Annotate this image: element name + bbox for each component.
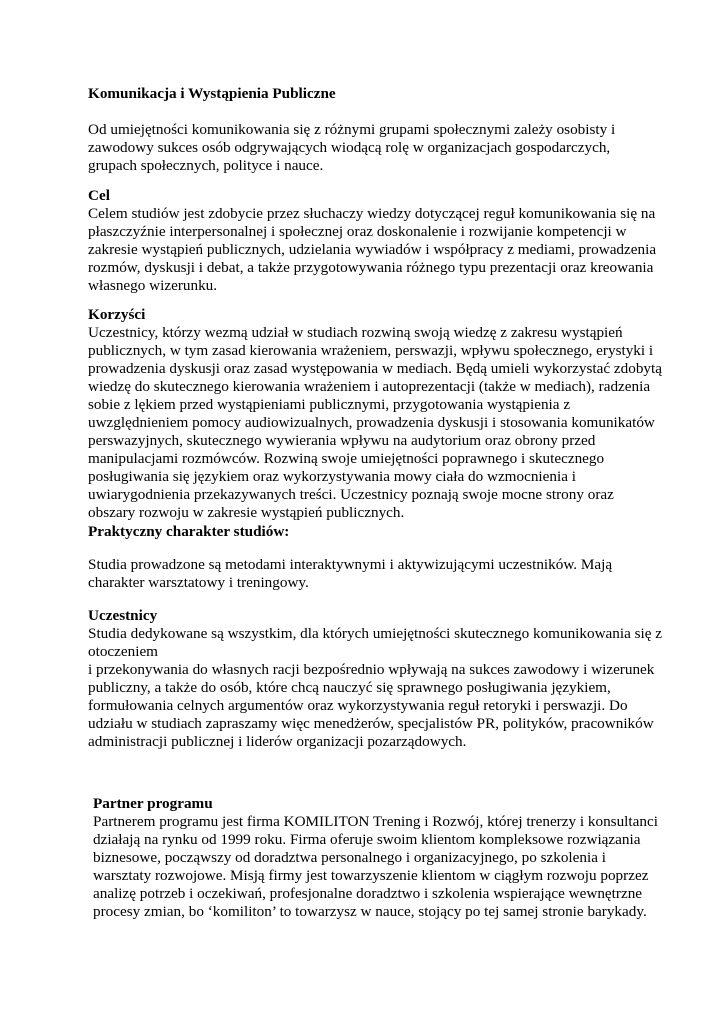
paragraph-line: Studia dedykowane są wszystkim, dla których umiejętności skutecznego komunikowania się z <box>88 625 663 642</box>
paragraph-line: biznesowe, począwszy od doradztwa personalnego i organizacyjnego, po szkolenia i <box>93 849 606 866</box>
paragraph-line: publiczny, a także do osób, które chcą nauczyć się sprawnego posługiwania językiem, <box>88 679 611 696</box>
paragraph-line: analizę potrzeb i oczekiwań, profesjonalne doradztwo i szkolenia wspierające wewnętrzne <box>93 885 643 902</box>
paragraph-line: rozmów, dyskusji i debat, a także przygotowywania różnego typu prezentacji oraz kreowania <box>88 259 654 276</box>
intro-paragraph <box>88 121 648 175</box>
paragraph-line: działają na rynku od 1999 roku. Firma oferuje swoim klientom kompleksowe rozwiązania <box>93 831 641 848</box>
paragraph-line: wiedzę do skutecznego kierowania wrażeniem i autoprezentacji (także w mediach), radzenia <box>88 378 651 395</box>
paragraph-line: Od umiejętności komunikowania się z różnymi grupami społecznymi zależy osobisty i <box>88 121 616 138</box>
paragraph-line: administracji publicznej i liderów organizacji pozarządowych. <box>88 733 467 750</box>
section-heading: Partner programu <box>93 795 213 812</box>
paragraph-line: grupach społecznych, polityce i nauce. <box>88 157 324 174</box>
paragraph-line: formułowania celnych argumentów oraz wykorzystywania reguł retoryki i perswazji. Do <box>88 697 628 714</box>
section-partner <box>93 795 658 921</box>
paragraph-line: płaszczyźnie interpersonalnej i społecznej oraz doskonalenie i rozwijanie kompetencji w <box>88 223 627 240</box>
section-cel <box>88 187 657 295</box>
section-heading-praktyczny: Praktyczny charakter studiów: <box>88 523 290 540</box>
paragraph-line: udziału w studiach zapraszamy więc menedżerów, specjalistów PR, polityków, pracowników <box>88 715 654 732</box>
paragraph-line: procesy zmian, bo ‘komiliton’ to towarzysz w nauce, stojący po tej samej stronie barykady. <box>93 903 647 920</box>
section-heading: Uczestnicy <box>88 607 158 624</box>
paragraph-line: publicznych, w tym zasad kierowania wrażeniem, perswazji, wpływu społecznego, erystyki i <box>88 342 654 359</box>
paragraph-line: obszary rozwoju w zakresie wystąpień publicznych. <box>88 504 405 521</box>
section-uczestnicy <box>88 607 663 751</box>
document-title: Komunikacja i Wystąpienia Publiczne <box>88 85 336 102</box>
section-heading: Korzyści <box>88 306 146 323</box>
paragraph-line: Studia prowadzone są metodami interaktywnymi i aktywizującymi uczestników. Mają <box>88 556 613 573</box>
section-heading: Cel <box>88 187 110 204</box>
paragraph-line: i przekonywania do własnych racji bezpośrednio wpływają na sukces zawodowy i wizerunek <box>88 661 655 678</box>
paragraph-line: własnego wizerunku. <box>88 277 218 294</box>
paragraph-line: posługiwania się językiem oraz wykorzystywania mowy ciała do wzmocnienia i <box>88 468 576 485</box>
paragraph-line: charakter warsztatowy i treningowy. <box>88 574 309 591</box>
paragraph-line: Partnerem programu jest firma KOMILITON Trening i Rozwój, której trenerzy i konsultanci <box>93 813 658 830</box>
paragraph-line: manipulacjami rozmówców. Rozwiną swoje umiejętności poprawnego i skutecznego <box>88 450 605 467</box>
paragraph-line: warsztaty rozwojowe. Misją firmy jest towarzyszenie klientom w ciągłym rozwoju poprzez <box>93 867 649 884</box>
paragraph-line: Uczestnicy, którzy wezmą udział w studiach rozwiną swoją wiedzę z zakresu wystąpień <box>88 324 623 341</box>
section-korzysci <box>88 306 662 522</box>
paragraph-line: Celem studiów jest zdobycie przez słuchaczy wiedzy dotyczącej reguł komunikowania się na <box>88 205 656 222</box>
section-praktyczny <box>88 556 648 592</box>
paragraph-line: uwiarygodnienia przekazywanych treści. Uczestnicy poznają swoje mocne strony oraz <box>88 486 614 503</box>
paragraph-line: zawodowy sukces osób odgrywających wiodącą rolę w organizacjach gospodarczych, <box>88 139 611 156</box>
paragraph-line: otoczeniem <box>88 643 158 660</box>
paragraph-line: uwzględnieniem pomocy audiowizualnych, prowadzenia dyskusji i stosowania komunikatów <box>88 414 655 431</box>
paragraph-line: perswazyjnych, skutecznego wywierania wpływu na audytorium oraz obrony przed <box>88 432 596 449</box>
paragraph-line: sobie z lękiem przed wystąpieniami publicznymi, przygotowania wystąpienia z <box>88 396 571 413</box>
paragraph-line: prowadzenia dyskusji oraz zasad występowania w mediach. Będą umieli wykorzystać zdobytą <box>88 360 662 377</box>
paragraph-line: zakresie wystąpień publicznych, udzielania wywiadów i współpracy z mediami, prowadzenia <box>88 241 657 258</box>
